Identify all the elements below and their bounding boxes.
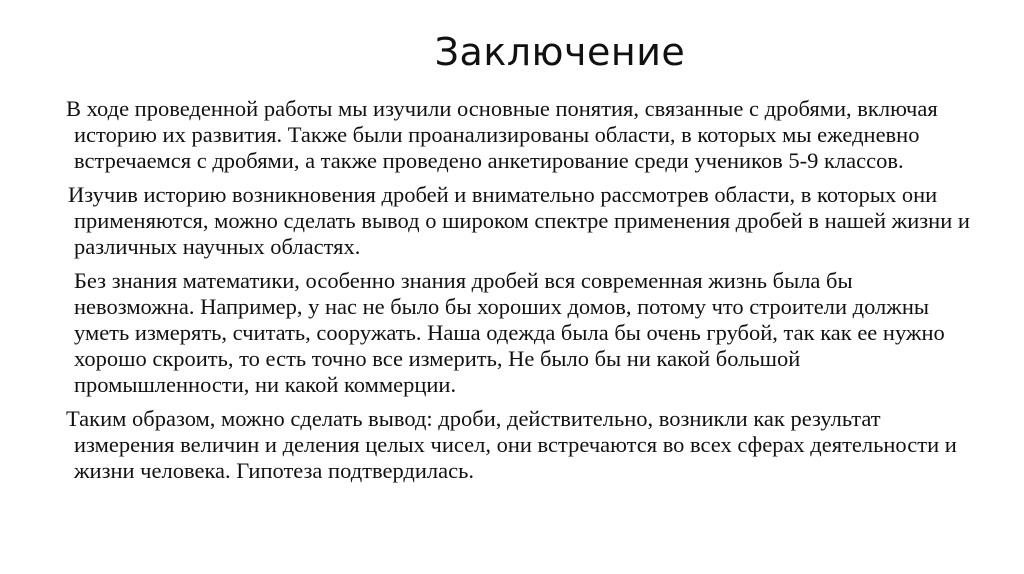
paragraph-math-importance: Без знания математики, особенно знания дробей вся современная жизнь была бы невозможна. Например, у нас не было бы хороших домов, потому что строители должны уметь измерять, считать, сооружать. Наша одежда была бы очень грубой, так как ее нужно хорошо скроить, то есть точно все измерить, Не было бы ни какой большой промышленности, ни какой коммерции. xyxy=(74,268,945,397)
slide-body xyxy=(58,96,970,492)
paragraph-final-conclusion: Таким образом, можно сделать вывод: дроби, действительно, возникли как результат измерения величин и деления целых чисел, они встречаются во всех сферах деятельности и жизни человека. Гипотеза подтвердилась. xyxy=(66,406,957,483)
slide-title: Заключение xyxy=(434,30,686,74)
paragraph-history-conclusion: Изучив историю возникновения дробей и внимательно рассмотрев области, в которых они применяются, можно сделать вывод о широком спектре применения дробей в нашей жизни и различных научных областях. xyxy=(68,182,970,259)
paragraph-work-summary: В ходе проведенной работы мы изучили основные понятия, связанные с дробями, включая историю их развития. Также были проанализированы области, в которых мы ежедневно встречаемся с дробями, а также проведено анкетирование среди учеников 5-9 классов. xyxy=(66,96,938,173)
